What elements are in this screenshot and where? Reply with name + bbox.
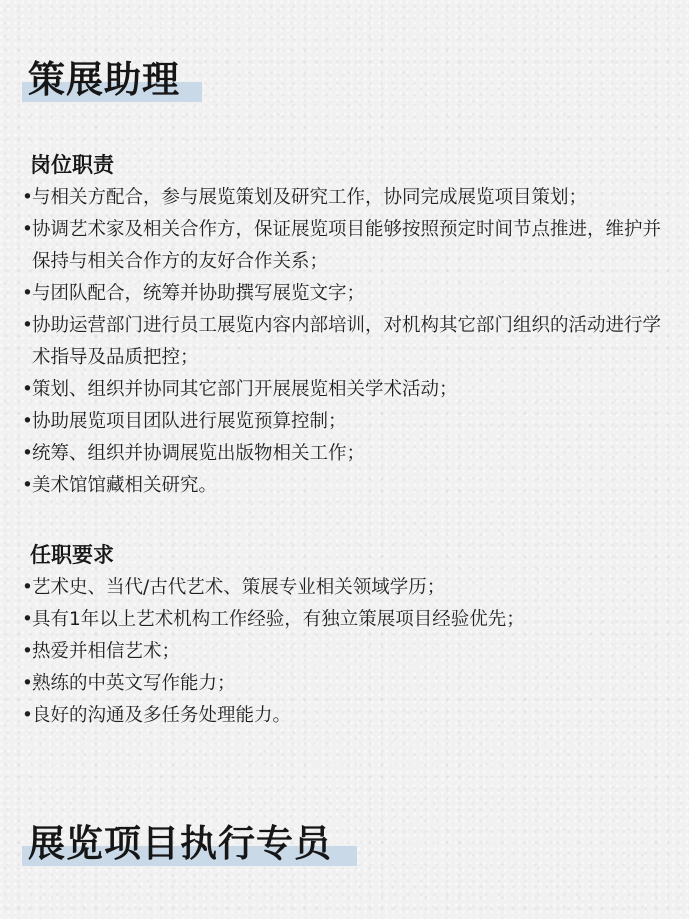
bullet-icon: • xyxy=(22,411,33,432)
duty-text: 统筹、组织并协调展览出版物相关工作； xyxy=(32,443,366,464)
duty-text: 协助展览项目团队进行展览预算控制； xyxy=(32,411,347,432)
list-item xyxy=(22,182,677,214)
requirement-text: 良好的沟通及多任务处理能力。 xyxy=(32,705,292,726)
requirements-section xyxy=(22,538,677,732)
requirement-text: 熟练的中英文写作能力； xyxy=(32,673,236,694)
list-item xyxy=(22,604,677,636)
requirements-heading: 任职要求 xyxy=(30,543,114,567)
page-title: 策展助理 xyxy=(28,58,180,101)
requirement-text: 热爱并相信艺术； xyxy=(32,641,181,662)
list-item xyxy=(22,374,677,406)
duties-list xyxy=(22,182,677,502)
list-item xyxy=(22,214,677,278)
list-item xyxy=(22,278,677,310)
list-item xyxy=(22,470,677,502)
duty-text: 与团队配合，统筹并协助撰写展览文字； xyxy=(32,283,366,304)
duties-heading: 岗位职责 xyxy=(30,153,114,177)
list-item xyxy=(22,668,677,700)
title-exhibition-executive xyxy=(22,822,340,866)
bullet-icon: • xyxy=(22,379,33,400)
bullet-icon: • xyxy=(22,673,33,694)
bullet-icon: • xyxy=(22,475,33,496)
duties-section xyxy=(22,148,677,502)
bullet-icon: • xyxy=(22,219,33,240)
bullet-icon: • xyxy=(22,443,33,464)
list-item xyxy=(22,572,677,604)
requirement-text: 具有1年以上艺术机构工作经验，有独立策展项目经验优先； xyxy=(32,609,525,630)
list-item xyxy=(22,310,677,374)
bullet-icon: • xyxy=(22,283,33,304)
section-title: 展览项目执行专员 xyxy=(28,822,332,865)
bullet-icon: • xyxy=(22,609,33,630)
duty-text: 策划、组织并协同其它部门开展展览相关学术活动； xyxy=(32,379,458,400)
bullet-icon: • xyxy=(22,641,33,662)
bullet-icon: • xyxy=(22,705,33,726)
requirements-list xyxy=(22,572,677,732)
title-curatorial-assistant xyxy=(22,58,188,102)
list-item xyxy=(22,636,677,668)
duty-text: 与相关方配合，参与展览策划及研究工作，协同完成展览项目策划； xyxy=(32,187,588,208)
duty-text: 协助运营部门进行员工展览内容内部培训，对机构其它部门组织的活动进行学术指导及品质把控； xyxy=(32,315,662,368)
list-item xyxy=(22,406,677,438)
bullet-icon: • xyxy=(22,315,33,336)
duty-text: 协调艺术家及相关合作方，保证展览项目能够按照预定时间节点推进，维护并保持与相关合作方的友好合作关系； xyxy=(32,219,662,272)
list-item xyxy=(22,700,677,732)
duty-text: 美术馆馆藏相关研究。 xyxy=(32,475,218,496)
bullet-icon: • xyxy=(22,187,33,208)
bullet-icon: • xyxy=(22,577,33,598)
requirement-text: 艺术史、当代/古代艺术、策展专业相关领域学历； xyxy=(32,577,446,598)
list-item xyxy=(22,438,677,470)
